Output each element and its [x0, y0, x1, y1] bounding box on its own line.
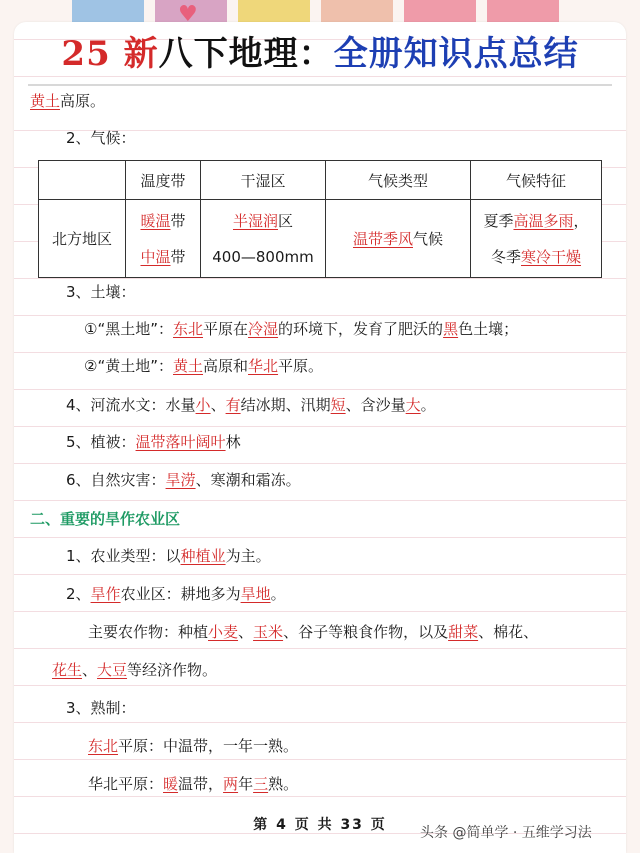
keyword: 高温多雨: [513, 211, 574, 230]
text: 、谷子等粮食作物，以及: [283, 623, 449, 641]
text: 、: [82, 661, 98, 679]
section-heading: 二、重要的旱作农业区: [30, 510, 181, 528]
text: 农业区：耕地多为: [120, 585, 241, 603]
text: ①“黑土地”：: [84, 320, 173, 338]
text: 区: [278, 211, 294, 230]
text: 4、河流水文：水量: [66, 396, 196, 414]
text: 带: [170, 247, 186, 266]
keyword: 冷湿: [248, 320, 279, 338]
text: 平原。: [278, 357, 324, 375]
text: 、: [210, 396, 226, 414]
text: 2、: [66, 585, 91, 603]
title-topic: 全册知识点总结: [333, 34, 579, 74]
text: 、含沙量: [345, 396, 406, 414]
title-new: 新: [123, 34, 159, 74]
row-label: 北方地区: [39, 200, 126, 278]
maturity-line-2: [88, 773, 298, 795]
text: 1、农业类型：以: [66, 547, 181, 565]
dry-wet-cell: [201, 200, 326, 278]
table-header-cell: 气候类型: [326, 161, 471, 200]
watermark: 头条 @简单学 · 五维学习法: [420, 825, 592, 841]
table-header-row: [39, 161, 602, 200]
keyword: 寒冷干燥: [521, 247, 582, 266]
keyword: 有: [225, 396, 241, 414]
text: 温带，: [178, 775, 224, 793]
text: 高原。: [60, 92, 106, 110]
temp-zone-cell: [126, 200, 201, 278]
text: 年: [238, 775, 254, 793]
climate-table: [38, 160, 602, 278]
text: 、: [238, 623, 254, 641]
table-header-cell: 温度带: [126, 161, 201, 200]
keyword: 大: [405, 396, 421, 414]
text: ②“黄土地”：: [84, 357, 173, 375]
keyword: 旱作: [90, 585, 121, 603]
keyword: 暖温: [140, 211, 171, 230]
agri-type-line: [66, 545, 271, 567]
intro-line: [30, 90, 105, 112]
keyword: 旱涝: [165, 471, 196, 489]
keyword: 小: [195, 396, 211, 414]
text: 高原和: [203, 357, 249, 375]
keyword: 华北: [248, 357, 279, 375]
title-subject: 八下地理：: [158, 34, 334, 74]
title-year: 25: [61, 34, 111, 74]
heart-icon: ♥: [178, 2, 198, 27]
text: 等经济作物。: [127, 661, 218, 679]
keyword: 两: [223, 775, 239, 793]
soil-heading: 3、土壤：: [66, 283, 136, 301]
text: 带: [170, 211, 186, 230]
crops-line-1: [88, 621, 538, 643]
soil-item-1: [84, 318, 518, 340]
text: 林: [225, 433, 241, 451]
text: 气候: [413, 230, 444, 248]
text: 夏季: [483, 211, 514, 230]
table-row: [39, 200, 602, 278]
title-divider: [28, 84, 612, 86]
text: 的环境下，发育了肥沃的: [278, 320, 444, 338]
keyword: 花生: [52, 661, 83, 679]
text: 。: [270, 585, 286, 603]
soil-item-2: [84, 355, 323, 377]
dry-farming-line: [66, 583, 286, 605]
text: 主要农作物：种植: [88, 623, 209, 641]
text: 6、自然灾害：: [66, 471, 166, 489]
table-header-cell: [39, 161, 126, 200]
climate-heading: 2、气候：: [66, 129, 136, 147]
keyword: 黄土: [30, 92, 61, 110]
text: 冬季: [490, 247, 521, 266]
keyword: 半湿润: [232, 211, 278, 230]
keyword: 暖: [163, 775, 179, 793]
text: 。: [420, 396, 436, 414]
keyword: 黑: [443, 320, 459, 338]
climate-feature-cell: [471, 200, 602, 278]
text: 华北平原：: [88, 775, 164, 793]
vegetation-line: [66, 431, 241, 453]
text: 为主。: [225, 547, 271, 565]
rainfall-range: 400—800mm: [212, 247, 314, 266]
text: 色土壤；: [458, 320, 519, 338]
text: 平原：中温带，一年一熟。: [118, 737, 299, 755]
keyword: 温带落叶阔叶: [135, 433, 226, 451]
river-line: [66, 394, 436, 416]
table-header-cell: 干湿区: [201, 161, 326, 200]
crops-line-2: [52, 659, 217, 681]
keyword: 大豆: [97, 661, 128, 679]
page-number: 第 4 页 共 33 页: [253, 817, 387, 833]
keyword: 黄土: [173, 357, 204, 375]
text: 结冰期、汛期: [240, 396, 331, 414]
disaster-line: [66, 469, 301, 491]
maturity-line-1: [88, 735, 298, 757]
keyword: 东北: [88, 737, 119, 755]
text: 平原在: [203, 320, 249, 338]
keyword: 中温: [140, 247, 171, 266]
keyword: 温带季风: [352, 230, 413, 248]
text: 熟。: [268, 775, 299, 793]
text: 5、植被：: [66, 433, 136, 451]
keyword: 玉米: [253, 623, 284, 641]
keyword: 甜菜: [448, 623, 479, 641]
text: ，: [573, 211, 589, 230]
page-title: [0, 30, 640, 78]
keyword: 东北: [173, 320, 204, 338]
climate-type-cell: [326, 200, 471, 278]
text: 、棉花、: [478, 623, 539, 641]
maturity-heading: 3、熟制：: [66, 699, 136, 717]
keyword: 小麦: [208, 623, 239, 641]
keyword: 旱地: [240, 585, 271, 603]
text: 、寒潮和霜冻。: [195, 471, 301, 489]
keyword: 种植业: [180, 547, 226, 565]
keyword: 三: [253, 775, 269, 793]
table-header-cell: 气候特征: [471, 161, 602, 200]
keyword: 短: [330, 396, 346, 414]
